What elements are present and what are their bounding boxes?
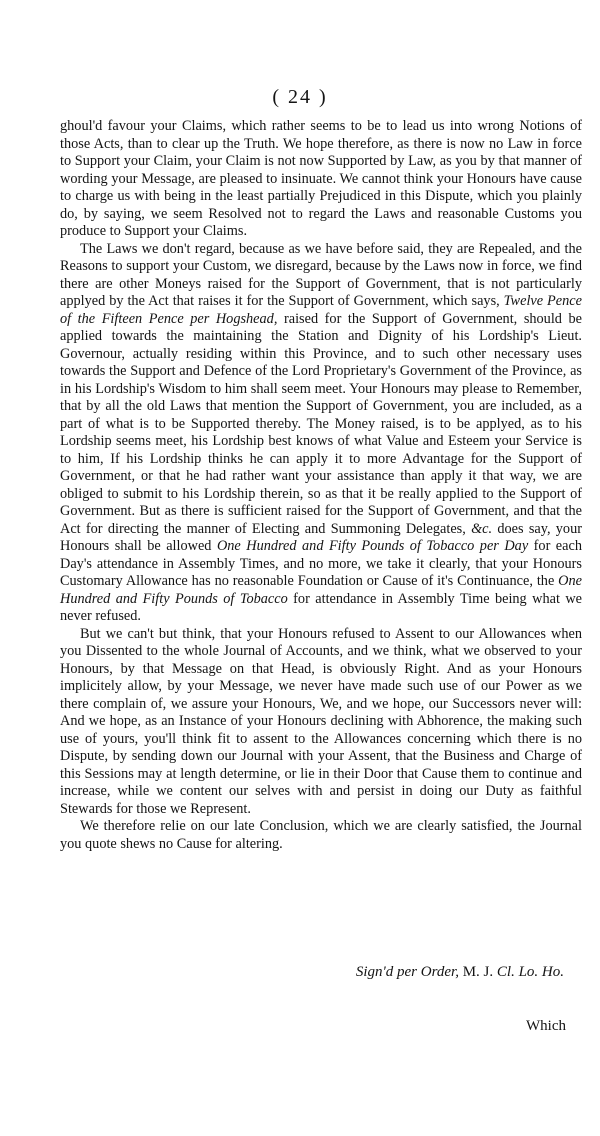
paragraph-2-part-e: for attendance in Assembly Time being what we never refused. [60,590,582,624]
signature-line [356,964,564,981]
paragraph-3: But we can't but think, that your Honours refused to Assent to our Allowances when you Dissented to the whole Journal of Accounts, and we think, what we observed to your Honours, by that Message on that Head, is obviously Right. And as your Honours implicitely allow, by your Message, we never have made such use of our Power as we there complain of, we assure your Honours, We, and we hope, our Successors never will: And we hope, as an Instance of your Honours declining with Abhorence, the making such use of yours, you'll think fit to assent to the Allowances concerning which there is no Dispute, by sending down our Journal with your Assent, that the Business and Charge of this Sessions may at length determine, or lie in their Door that Cause them to continue and increase, while we content our selves with and persist in doing our Duty as faithful Stewards for those we Represent. [60,625,582,817]
body-text [60,118,582,853]
paragraph-2 [60,241,582,626]
page-number: ( 24 ) [272,86,328,108]
paragraph-2-italic-d: One Hundred and Fifty Pounds of Tobacco [60,573,582,607]
paragraph-4: We therefore relie on our late Conclusion, which we are clearly satisfied, the Journal you quote shews no Cause for altering. [60,818,582,852]
paragraph-1: ghoul'd favour your Claims, which rather seems to be to lead us into wrong Notions of those Acts, than to clear up the Truth. We hope therefore, as there is now no Law in force to Support your Claim, your Claim is not now Supported by Law, as you by that manner of wording your Message, are pleased to insinuate. We cannot think your Honours have cause to charge us with being in the least partially Prejudiced in this Dispute, which you plainly do, by saying, we seem Resolved not to regard the Laws and reasonable Customs you produce to Support your Claims. [60,118,582,239]
signature-prefix: Sign'd per Order, [355,964,459,980]
paragraph-2-italic-a: Twelve Pence of the Fifteen Pence per Hogshead, [60,293,582,327]
paragraph-2-part-b: raised for the Support of Government, should be applied towards the maintaining the Station and Dignity of his Lordship's Lieut. Governour, actually residing within this Province, and to such other necessary uses towards the Support and Defence of the Lord Proprietary's Government of the Province, as in his Lordship's Wisdom to him shall seem meet. Your Honours may please to Remember, that by all the old Laws that mention the Support of Government, you are included, as a part of what is to be Supported thereby. The Money raised, is to be applyed, as to his Lordship seems meet, his Lordship best knows of what Value and Esteem your Service is to him, If his Lordship thinks he can apply it to more Advantage for the Support of Government, or that he had rather want your assistance than apply it that way, we are obliged to submit to his Lordship therein, so as that it be really applied to the Support of Government. But as there is sufficient raised for the Support of Government, and that the Act for directing the manner of Electing and Summoning Delegates, [60,310,582,537]
catchword: Which [526,1018,566,1034]
paragraph-2-italic-b: &c. [471,520,493,537]
paragraph-2-italic-c: One Hundred and Fifty Pounds of Tobacco per Day [216,538,529,554]
signature-initials: M. J. [462,964,494,980]
signature-suffix: Cl. Lo. Ho. [496,964,564,980]
paragraph-2-part-d: for each Day's attendance in Assembly Times, and no more, we take it clearly, that your Honours Customary Allowance has no reasonable Foundation or Cause of it's Continuance, the [60,538,582,589]
paragraph-2-part-a: The Laws we don't regard, because as we have before said, they are Repealed, and the Reasons to support your Custom, we disregard, because by the Laws now in force, we find there are other Moneys raised for the Support of Government, that is not particularly applyed by the Act that raises it for the Support of Government, which says, [60,240,582,309]
paragraph-2-part-c: does say, your Honours shall be allowed [60,520,582,554]
